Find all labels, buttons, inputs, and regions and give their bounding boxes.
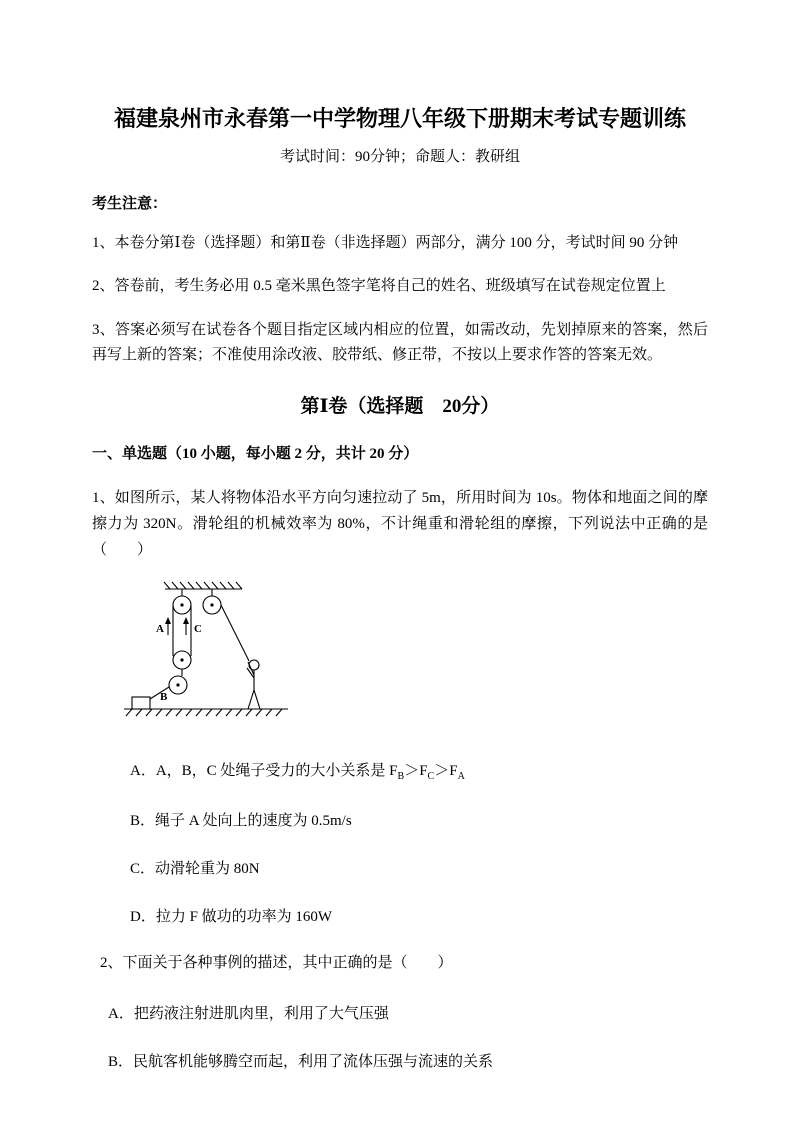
fixed-pulley-left xyxy=(173,596,191,614)
notice-item-1: 1、本卷分第Ⅰ卷（选择题）和第Ⅱ卷（非选择题）两部分，满分 100 分，考试时间 90 分钟 xyxy=(92,234,679,251)
question-1-option-a xyxy=(92,761,708,784)
person-figure xyxy=(247,660,260,709)
page-subtitle: 考试时间：90分钟；命题人：教研组 xyxy=(279,148,520,165)
question-1-text: 1、如图所示，某人将物体沿水平方向匀速拉动了 5m，所用时间为 10s。物体和地面之间的摩擦力为 320N。滑轮组的机械效率为 80%，不计绳重和滑轮组的摩擦，下列说法中正确的是（ ） xyxy=(92,489,708,558)
option-a-subscript-3: A xyxy=(457,771,465,783)
pulley-figure xyxy=(120,577,295,729)
strand-label-a: A xyxy=(156,623,164,636)
option-a-subscript-2: C xyxy=(427,771,435,783)
option-a-text: A．A，B，C 处绳子受力的大小关系是 F xyxy=(130,763,398,780)
ground xyxy=(124,709,288,716)
section-1-title: 第Ⅰ卷（选择题 20分） xyxy=(300,395,500,417)
question-1-figure xyxy=(120,577,708,734)
block xyxy=(132,697,150,709)
label-c-arrow xyxy=(183,617,189,635)
question-1-option-d: D．拉力 F 做功的功率为 160W xyxy=(130,909,333,926)
notice-heading: 考生注意： xyxy=(92,195,168,212)
question-1-option-b: B．绳子 A 处向上的速度为 0.5m/s xyxy=(130,813,352,830)
strand-label-b: B xyxy=(160,691,168,704)
notice-item-2: 2、答卷前，考生务必用 0.5 毫米黑色签字笔将自己的姓名、班级填写在试卷规定位置上 xyxy=(92,278,666,294)
question-1-option-c: C．动滑轮重为 80N xyxy=(130,861,260,878)
page-title: 福建泉州市永春第一中学物理八年级下册期末考试专题训练 xyxy=(113,106,686,131)
option-a-subscript-1: B xyxy=(397,771,405,783)
option-a-text-3: ＞F xyxy=(434,763,458,780)
strand-label-c: C xyxy=(194,623,202,636)
subsection-title: 一、单选题（10 小题，每小题 2 分，共计 20 分） xyxy=(92,445,419,462)
question-2-option-a: A．把药液注射进肌肉里，利用了大气压强 xyxy=(108,1005,389,1022)
question-2-option-b: B．民航客机能够腾空而起，利用了流体压强与流速的关系 xyxy=(108,1053,494,1070)
question-2-text: 2、下面关于各种事例的描述，其中正确的是（ ） xyxy=(100,955,453,972)
ceiling xyxy=(164,582,242,589)
label-a-arrow xyxy=(165,617,171,635)
fixed-pulley-right xyxy=(203,596,221,614)
notice-item-3: 3、答案必须写在试卷各个题目指定区域内相应的位置，如需改动，先划掉原来的答案，然后再写上新的答案；不准使用涂改液、胶带纸、修正带，不按以上要求作答的答案无效。 xyxy=(92,321,708,363)
lower-pulley xyxy=(169,676,187,694)
movable-pulley xyxy=(173,651,191,676)
option-a-text-2: ＞F xyxy=(404,763,428,780)
